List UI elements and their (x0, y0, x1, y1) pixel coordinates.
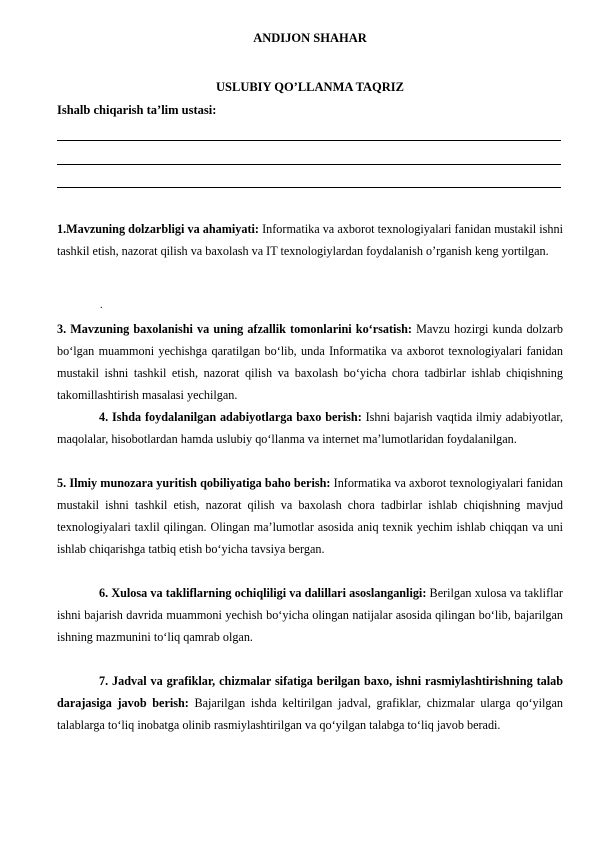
section-4-heading: 4. Ishda foydalanilgan adabiyotlarga baxo berish: (99, 410, 362, 424)
section-7-text: Bajarilgan ishda keltirilgan jadval, grafiklar, chizmalar ularga qo‘yilgan talablarga to‘liq inobatga olinib rasmiylashtirilgan va qo‘yilgan talabga to‘liq javob beradi. (57, 696, 563, 732)
city-heading: ANDIJON SHAHAR (253, 31, 367, 45)
section-7-heading: 7. Jadval va grafiklar, chizmalar sifatiga berilgan baxo, ishni rasmiylashtirishning talab darajasiga javob berish: (57, 674, 563, 710)
section-1 (57, 218, 563, 262)
blank-line-2 (57, 164, 561, 165)
section-3-text: Mavzu hozirgi kunda dolzarb bo‘lgan muammoni yechishga qaratilgan bo‘lib, unda Informatika va axborot texnologiyalari fanidan mustakil ishni tashkil etish, nazorat qilish va baxolash bo‘yicha chora tadbirlar ishlab chiqishning takomillashtirish masalasi yechilgan. (57, 322, 563, 402)
section-5 (57, 472, 563, 560)
list-marker: . (100, 300, 103, 311)
section-4-text: Ishni bajarish vaqtida ilmiy adabiyotlar, maqolalar, hisobotlardan hamda uslubiy qo‘llanma va internet ma’lumotlaridan foydalanilgan. (57, 410, 563, 446)
section-3-heading: 3. Mavzuning baxolanishi va uning afzallik tomonlarini ko‘rsatish: (57, 322, 412, 336)
blank-line-3 (57, 187, 561, 188)
section-1-heading: 1.Mavzuning dolzarbligi va ahamiyati: (57, 222, 259, 236)
section-6 (57, 582, 563, 648)
blank-line-1 (57, 140, 561, 141)
section-6-text: Berilgan xulosa va takliflar ishni bajarish davrida muammoni yechish bo‘yicha olingan natijalar asosida qilingan bo‘lib, bajarilgan ishning mazmunini to‘liq qamrab olgan. (57, 586, 563, 644)
section-4 (57, 406, 563, 450)
section-6-heading: 6. Xulosa va takliflarning ochiqliligi va dalillari asoslanganligi: (99, 586, 427, 600)
section-7 (57, 670, 563, 736)
document-title: USLUBIY QO’LLANMA TAQRIZ (216, 80, 404, 94)
section-5-heading: 5. Ilmiy munozara yuritish qobiliyatiga baho berish: (57, 476, 331, 490)
section-1-text: Informatika va axborot texnologiyalari fanidan mustakil ishni tashkil etish, nazorat qilish va baxolash va IT texnologiylardan foydalanish o’rganish keng yortilgan. (57, 222, 563, 258)
section-5-text: Informatika va axborot texnologiyalari fanidan mustakil ishni tashkil etish, nazorat qilish va baxolash chora tadbirlar ishlab chiqishning mavjud texnologiyalari taxlil qilingan. Olingan ma’lumotlar asosida aniq texnik yechim ishlab chiqqan va uni ishlab chiqarishga tatbiq etish bo‘yicha tavsiya bergan. (57, 476, 563, 556)
section-3 (57, 318, 563, 406)
teacher-label: Ishalb chiqarish ta’lim ustasi: (57, 103, 217, 117)
